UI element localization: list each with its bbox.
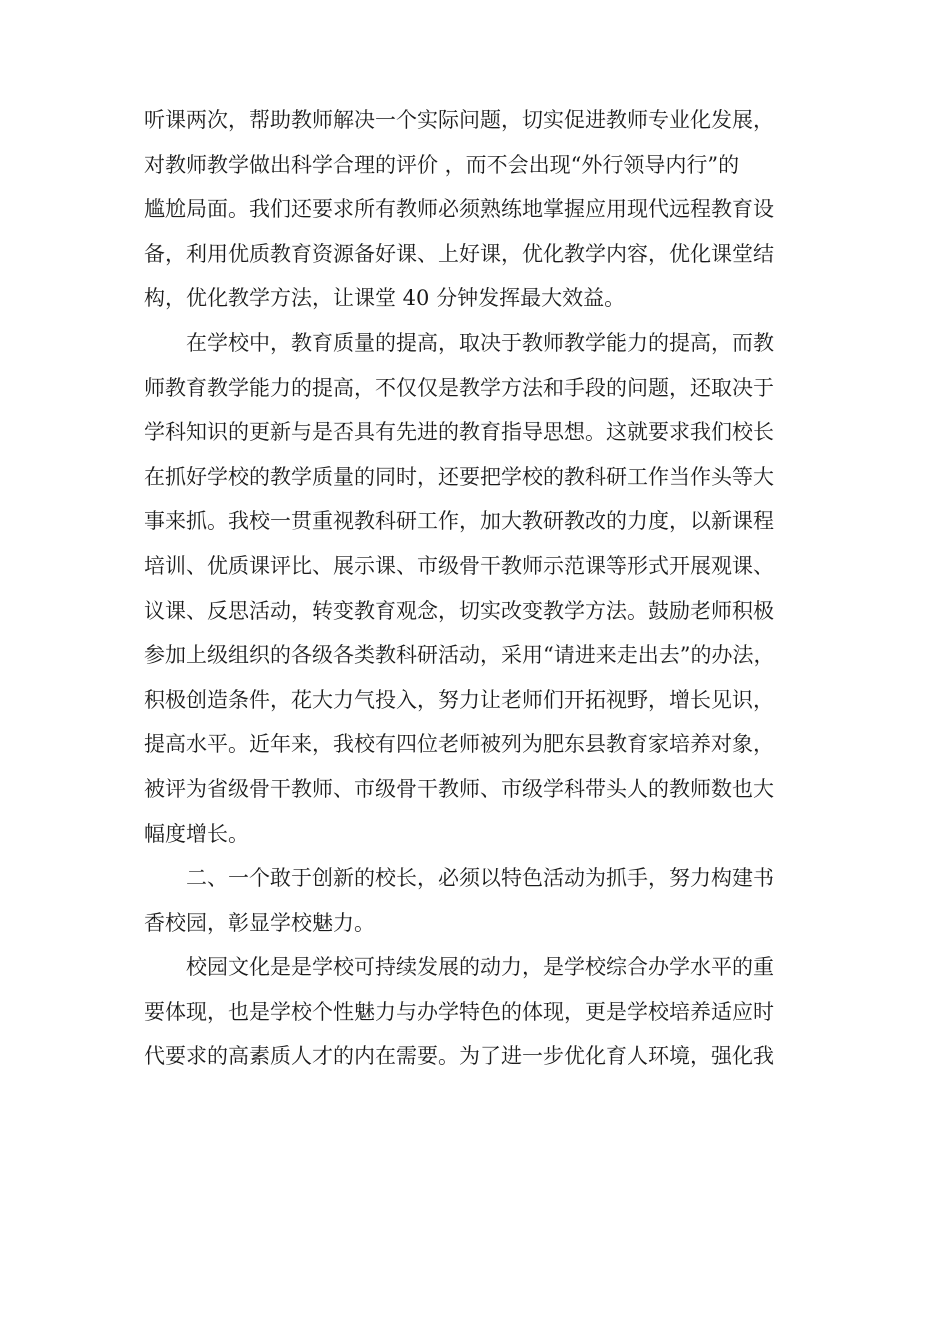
text-line: 代要求的高素质人才的内在需要。为了进一步优化育人环境，强化我 (144, 1044, 774, 1069)
text-line: 要体现，也是学校个性魅力与办学特色的体现，更是学校培养适应时 (144, 999, 774, 1024)
text-line: 被评为省级骨干教师、市级骨干教师、市级学科带头人的教师数也大 (144, 776, 774, 801)
text-line: 幅度增长。 (144, 821, 249, 846)
paragraph-first-line: 在学校中，教育质量的提高，取决于教师教学能力的提高，而教 (186, 330, 774, 355)
text-line: 师教育教学能力的提高，不仅仅是教学方法和手段的问题，还取决于 (144, 375, 774, 400)
text-line: 参加上级组织的各级各类教科研活动，采用“请进来走出去”的办法， (144, 643, 775, 668)
text-line: 事来抓。我校一贯重视教科研工作，加大教研教改的力度，以新课程 (144, 509, 774, 534)
text-line: 学科知识的更新与是否具有先进的教育指导思想。这就要求我们校长 (144, 420, 774, 445)
text-line: 积极创造条件，花大力气投入，努力让老师们开拓视野，增长见识， (144, 687, 774, 712)
paragraph-first-line: 二、一个敢于创新的校长，必须以特色活动为抓手，努力构建书 (186, 866, 774, 891)
paragraph-first-line: 校园文化是是学校可持续发展的动力，是学校综合办学水平的重 (186, 955, 774, 980)
text-line: 议课、反思活动，转变教育观念，切实改变教学方法。鼓励老师积极 (144, 598, 774, 623)
text-line: 听课两次，帮助教师解决一个实际问题，切实促进教师专业化发展， (144, 108, 774, 132)
text-line: 培训、优质课评比、展示课、市级骨干教师示范课等形式开展观课、 (144, 553, 774, 578)
text-line: 尴尬局面。我们还要求所有教师必须熟练地掌握应用现代远程教育设 (144, 197, 774, 222)
text-line: 备，利用优质教育资源备好课、上好课，优化教学内容，优化课堂结 (144, 241, 774, 266)
text-line: 香校园，彰显学校魅力。 (144, 910, 375, 935)
body-text (144, 98, 824, 1079)
text-line: 对教师教学做出科学合理的评价 ，而不会出现“外行领导内行”的 (144, 152, 740, 177)
text-line: 在抓好学校的教学质量的同时，还要把学校的教科研工作当作头等大 (144, 464, 774, 489)
text-line: 提高水平。近年来，我校有四位老师被列为肥东县教育家培养对象， (144, 732, 774, 757)
text-line: 构，优化教学方法，让课堂 40 分钟发挥最大效益。 (144, 286, 626, 311)
